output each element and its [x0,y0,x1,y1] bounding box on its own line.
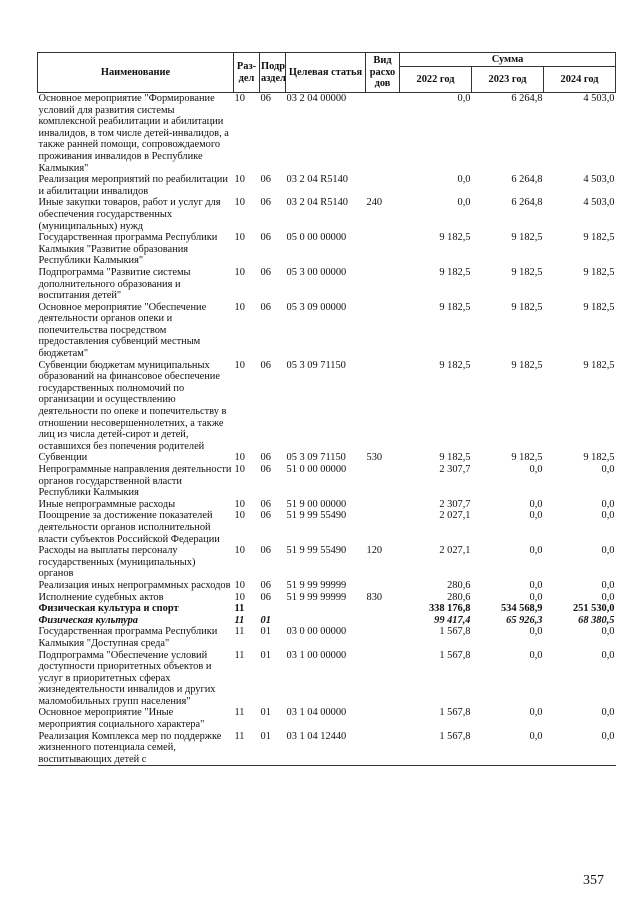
row-sum-2022: 2 027,1 [439,510,471,522]
page-number: 357 [583,873,604,888]
row-target-article: 03 1 00 00000 [286,649,347,661]
row-razdel: 11 [234,649,245,661]
row-podrazdel: 01 [260,731,286,766]
row-podrazdel: 06 [260,498,271,510]
table-row [38,650,616,708]
row-target-article: 51 9 99 55490 [286,510,347,522]
row-expense-type [366,615,400,627]
row-sum-2024: 251 530,0 [572,603,615,615]
row-sum-2023: 0,0 [529,545,543,557]
row-name: Основное мероприятие "Формирование условий для развития системы комплексной реабилитации и абилитации инвалидов, в том числе детей-инвалидов, а также ранней помощи, сопровождаемого проживания инвалидов в Республике Калмыкия" [38,93,229,174]
header-podrazdel: Подр аздел [260,53,286,93]
row-podrazdel: 06 [260,359,271,371]
table-row [38,603,616,615]
row-razdel: 10 [234,174,245,186]
row-sum-2024: 4 503,0 [583,197,615,209]
row-sum-2023: 9 182,5 [511,359,543,371]
row-podrazdel: 06 [260,266,271,278]
row-sum-2022: 99 417,4 [434,614,471,626]
row-sum-2023: 534 568,9 [500,603,543,615]
row-sum-2022: 280,6 [447,579,471,591]
header-expense-type: Вид расхо дов [366,53,400,93]
row-target-article: 03 0 00 00000 [286,626,347,638]
row-sum-2022: 2 307,7 [439,464,471,475]
row-sum-2022: 0,0 [457,174,471,186]
row-razdel: 10 [234,197,245,209]
row-sum-2022: 1 567,8 [400,731,472,766]
row-sum-2022: 9 182,5 [439,359,471,371]
header-year-2024: 2024 год [544,67,616,93]
row-sum-2023: 9 182,5 [511,301,543,313]
row-sum-2023: 0,0 [529,464,543,475]
row-expense-type [366,707,400,730]
row-target-article: 03 1 04 12440 [286,731,366,766]
row-podrazdel: 06 [260,301,271,313]
header-razdel: Раз-дел [234,53,260,93]
row-name: Государственная программа Республики Калмыкия "Доступная среда" [38,626,218,649]
table-row [38,232,616,267]
row-sum-2024: 9 182,5 [583,232,615,244]
row-sum-2024: 0,0 [601,579,615,591]
row-sum-2022: 2 027,1 [439,545,471,557]
row-razdel: 10 [234,464,245,475]
row-target-article: 51 0 00 00000 [286,464,347,475]
row-sum-2023: 9 182,5 [511,232,543,244]
row-sum-2023: 0,0 [529,579,543,591]
row-razdel: 10 [234,93,245,104]
row-expense-type: 830 [366,591,383,603]
row-target-article: 03 2 04 00000 [286,93,347,104]
row-sum-2024: 0,0 [601,707,615,719]
row-sum-2024: 4 503,0 [583,93,615,104]
row-sum-2023: 0,0 [529,498,543,510]
row-sum-2022: 1 567,8 [439,649,471,661]
row-sum-2023: 0,0 [529,626,543,638]
row-podrazdel: 06 [260,591,271,603]
table-row [38,302,616,360]
row-sum-2023: 0,0 [529,591,543,603]
row-target-article: 51 9 99 99999 [286,579,347,591]
budget-table [37,52,616,766]
row-target-article [286,615,366,627]
row-target-article: 51 9 00 00000 [286,498,347,510]
table-header [38,53,616,93]
row-sum-2022: 9 182,5 [439,301,471,313]
table-row [38,464,616,499]
row-sum-2024: 0,0 [601,498,615,510]
row-razdel: 11 [234,614,245,626]
row-name: Поощрение за достижение показателей деятельности органов исполнительной власти субъектов Российской Федерации [38,510,220,545]
row-podrazdel: 01 [260,707,271,719]
row-target-article [286,603,366,615]
row-razdel: 11 [234,603,245,615]
row-expense-type [366,603,400,615]
row-sum-2023: 6 264,8 [511,93,543,104]
row-sum-2024: 0,0 [601,545,615,557]
row-podrazdel: 01 [260,649,271,661]
table-row [38,545,616,580]
row-sum-2024: 0,0 [601,464,615,475]
table-row [38,174,616,197]
row-name: Основное мероприятие "Иные мероприятия социального характера" [38,707,205,731]
header-target-article: Целевая статья [286,53,366,93]
row-sum-2022: 2 307,7 [439,498,471,510]
row-sum-2024: 68 380,5 [578,614,615,626]
row-expense-type [366,499,400,511]
row-expense-type: 120 [366,545,383,557]
row-expense-type [366,510,400,545]
row-expense-type [366,731,400,766]
row-expense-type: 530 [366,452,383,464]
row-name: Подпрограмма "Обеспечение условий доступности приоритетных объектов и услуг в приоритетных сферах жизнедеятельности инвалидов и других маломобильных групп населения" [38,649,216,707]
table-body [38,93,616,766]
table-row [38,707,616,730]
row-razdel: 11 [234,707,245,719]
row-expense-type [366,580,400,592]
row-name: Субвенции [38,452,88,464]
row-sum-2024: 9 182,5 [583,301,615,313]
row-sum-2022: 280,6 [447,591,471,603]
header-year-2023: 2023 год [472,67,544,93]
row-sum-2024: 9 182,5 [583,266,615,278]
row-name: Физическая культура и спорт [38,603,179,615]
header-sum: Сумма [400,53,616,67]
row-name: Иные непрограммные расходы [38,498,176,510]
row-podrazdel: 01 [260,614,271,626]
row-sum-2023: 65 926,3 [506,614,543,626]
row-podrazdel: 06 [260,510,271,522]
row-razdel: 10 [234,301,245,313]
row-sum-2023: 0,0 [529,510,543,522]
row-target-article: 51 9 99 55490 [286,545,347,557]
header-name: Наименование [38,53,234,93]
row-target-article: 05 0 00 00000 [286,232,347,244]
table-row [38,499,616,511]
row-expense-type: 240 [366,197,383,209]
row-expense-type [366,360,400,453]
row-sum-2022: 9 182,5 [439,266,471,278]
table-row [38,360,616,453]
table-row [38,93,616,175]
row-name: Реализация иных непрограммных расходов [38,579,231,591]
row-razdel: 10 [234,591,245,603]
row-name: Реализация Комплекса мер по поддержке жизненного потенциала семей, воспитывающих детей с [38,731,234,766]
row-name: Физическая культура [38,614,139,626]
row-name: Расходы на выплаты персоналу государственных (муниципальных) органов [38,545,196,580]
row-sum-2022: 1 567,8 [439,707,471,719]
row-podrazdel [260,603,286,615]
row-target-article: 05 3 09 71150 [286,452,346,464]
row-expense-type [366,232,400,267]
row-razdel: 11 [234,626,245,638]
row-name: Реализация мероприятий по реабилитации и абилитации инвалидов [38,174,228,197]
row-podrazdel: 06 [260,197,271,209]
row-sum-2022: 338 176,8 [428,603,471,615]
table-row [38,267,616,302]
row-sum-2023: 9 182,5 [511,452,543,464]
row-target-article: 03 2 04 R5140 [286,197,348,209]
row-sum-2024: 4 503,0 [583,174,615,186]
table-row [38,592,616,604]
row-sum-2022: 0,0 [457,93,471,104]
row-sum-2023: 6 264,8 [511,197,543,209]
row-target-article: 03 1 04 00000 [286,707,347,719]
row-name: Основное мероприятие "Обеспечение деятельности органов опеки и попечительства посредством предоставления субвенций местным бюджетам" [38,301,207,360]
row-podrazdel: 06 [260,93,271,104]
row-expense-type [366,267,400,302]
row-sum-2024: 0,0 [601,591,615,603]
row-podrazdel: 06 [260,579,271,591]
row-sum-2022: 1 567,8 [439,626,471,638]
row-razdel: 10 [234,266,245,278]
header-year-2022: 2022 год [400,67,472,93]
table-row [38,197,616,232]
row-podrazdel: 06 [260,232,271,244]
row-podrazdel: 06 [260,452,271,464]
row-razdel: 11 [234,731,260,766]
row-name: Государственная программа Республики Калмыкия "Развитие образования Республики Калмыкия" [38,232,218,267]
row-expense-type [366,650,400,708]
row-podrazdel: 06 [260,464,271,475]
row-podrazdel: 06 [260,174,271,186]
row-expense-type [366,174,400,197]
row-sum-2024: 0,0 [544,731,616,766]
row-podrazdel: 01 [260,626,271,638]
row-razdel: 10 [234,232,245,244]
row-name: Исполнение судебных актов [38,591,164,603]
row-target-article: 05 3 09 71150 [286,359,346,371]
row-name: Субвенции бюджетам муниципальных образований на финансовое обеспечение государственных полномочий по организации и осуществлению деятельности по опеке и попечительству в отношении несовершеннолетних, а также лиц из числа детей-сирот и детей, оставшихся без попечения родителей [38,359,227,452]
row-razdel: 10 [234,579,245,591]
table-row [38,452,616,464]
row-sum-2024: 0,0 [601,510,615,522]
row-razdel: 10 [234,452,245,464]
row-sum-2023: 6 264,8 [511,174,543,186]
row-name: Непрограммные направления деятельности органов государственной власти Республики Калмыкия [38,464,232,499]
row-target-article: 03 2 04 R5140 [286,174,348,186]
row-name: Подпрограмма "Развитие системы дополнительного образования и воспитания детей" [38,266,191,302]
row-target-article: 05 3 00 00000 [286,266,347,278]
row-razdel: 10 [234,545,245,557]
row-sum-2022: 9 182,5 [439,232,471,244]
row-razdel: 10 [234,498,245,510]
row-name: Иные закупки товаров, работ и услуг для обеспечения государственных (муниципальных) нужд [38,197,221,232]
row-podrazdel: 06 [260,545,271,557]
table-row [38,626,616,649]
row-razdel: 10 [234,359,245,371]
table-row [38,615,616,627]
row-sum-2024: 9 182,5 [583,359,615,371]
row-expense-type [366,464,400,499]
row-sum-2023: 9 182,5 [511,266,543,278]
row-sum-2023: 0,0 [529,649,543,661]
row-sum-2024: 9 182,5 [583,452,615,464]
row-expense-type [366,626,400,649]
row-razdel: 10 [234,510,245,522]
row-sum-2023: 0,0 [529,707,543,719]
row-sum-2024: 0,0 [601,649,615,661]
row-expense-type [366,302,400,360]
table-row [38,731,616,766]
table-row [38,580,616,592]
row-target-article: 51 9 99 99999 [286,591,347,603]
row-sum-2022: 9 182,5 [439,452,471,464]
row-sum-2024: 0,0 [601,626,615,638]
row-sum-2022: 0,0 [457,197,471,209]
row-expense-type [366,93,400,175]
row-sum-2023: 0,0 [472,731,544,766]
table-row [38,510,616,545]
row-target-article: 05 3 09 00000 [286,301,347,313]
